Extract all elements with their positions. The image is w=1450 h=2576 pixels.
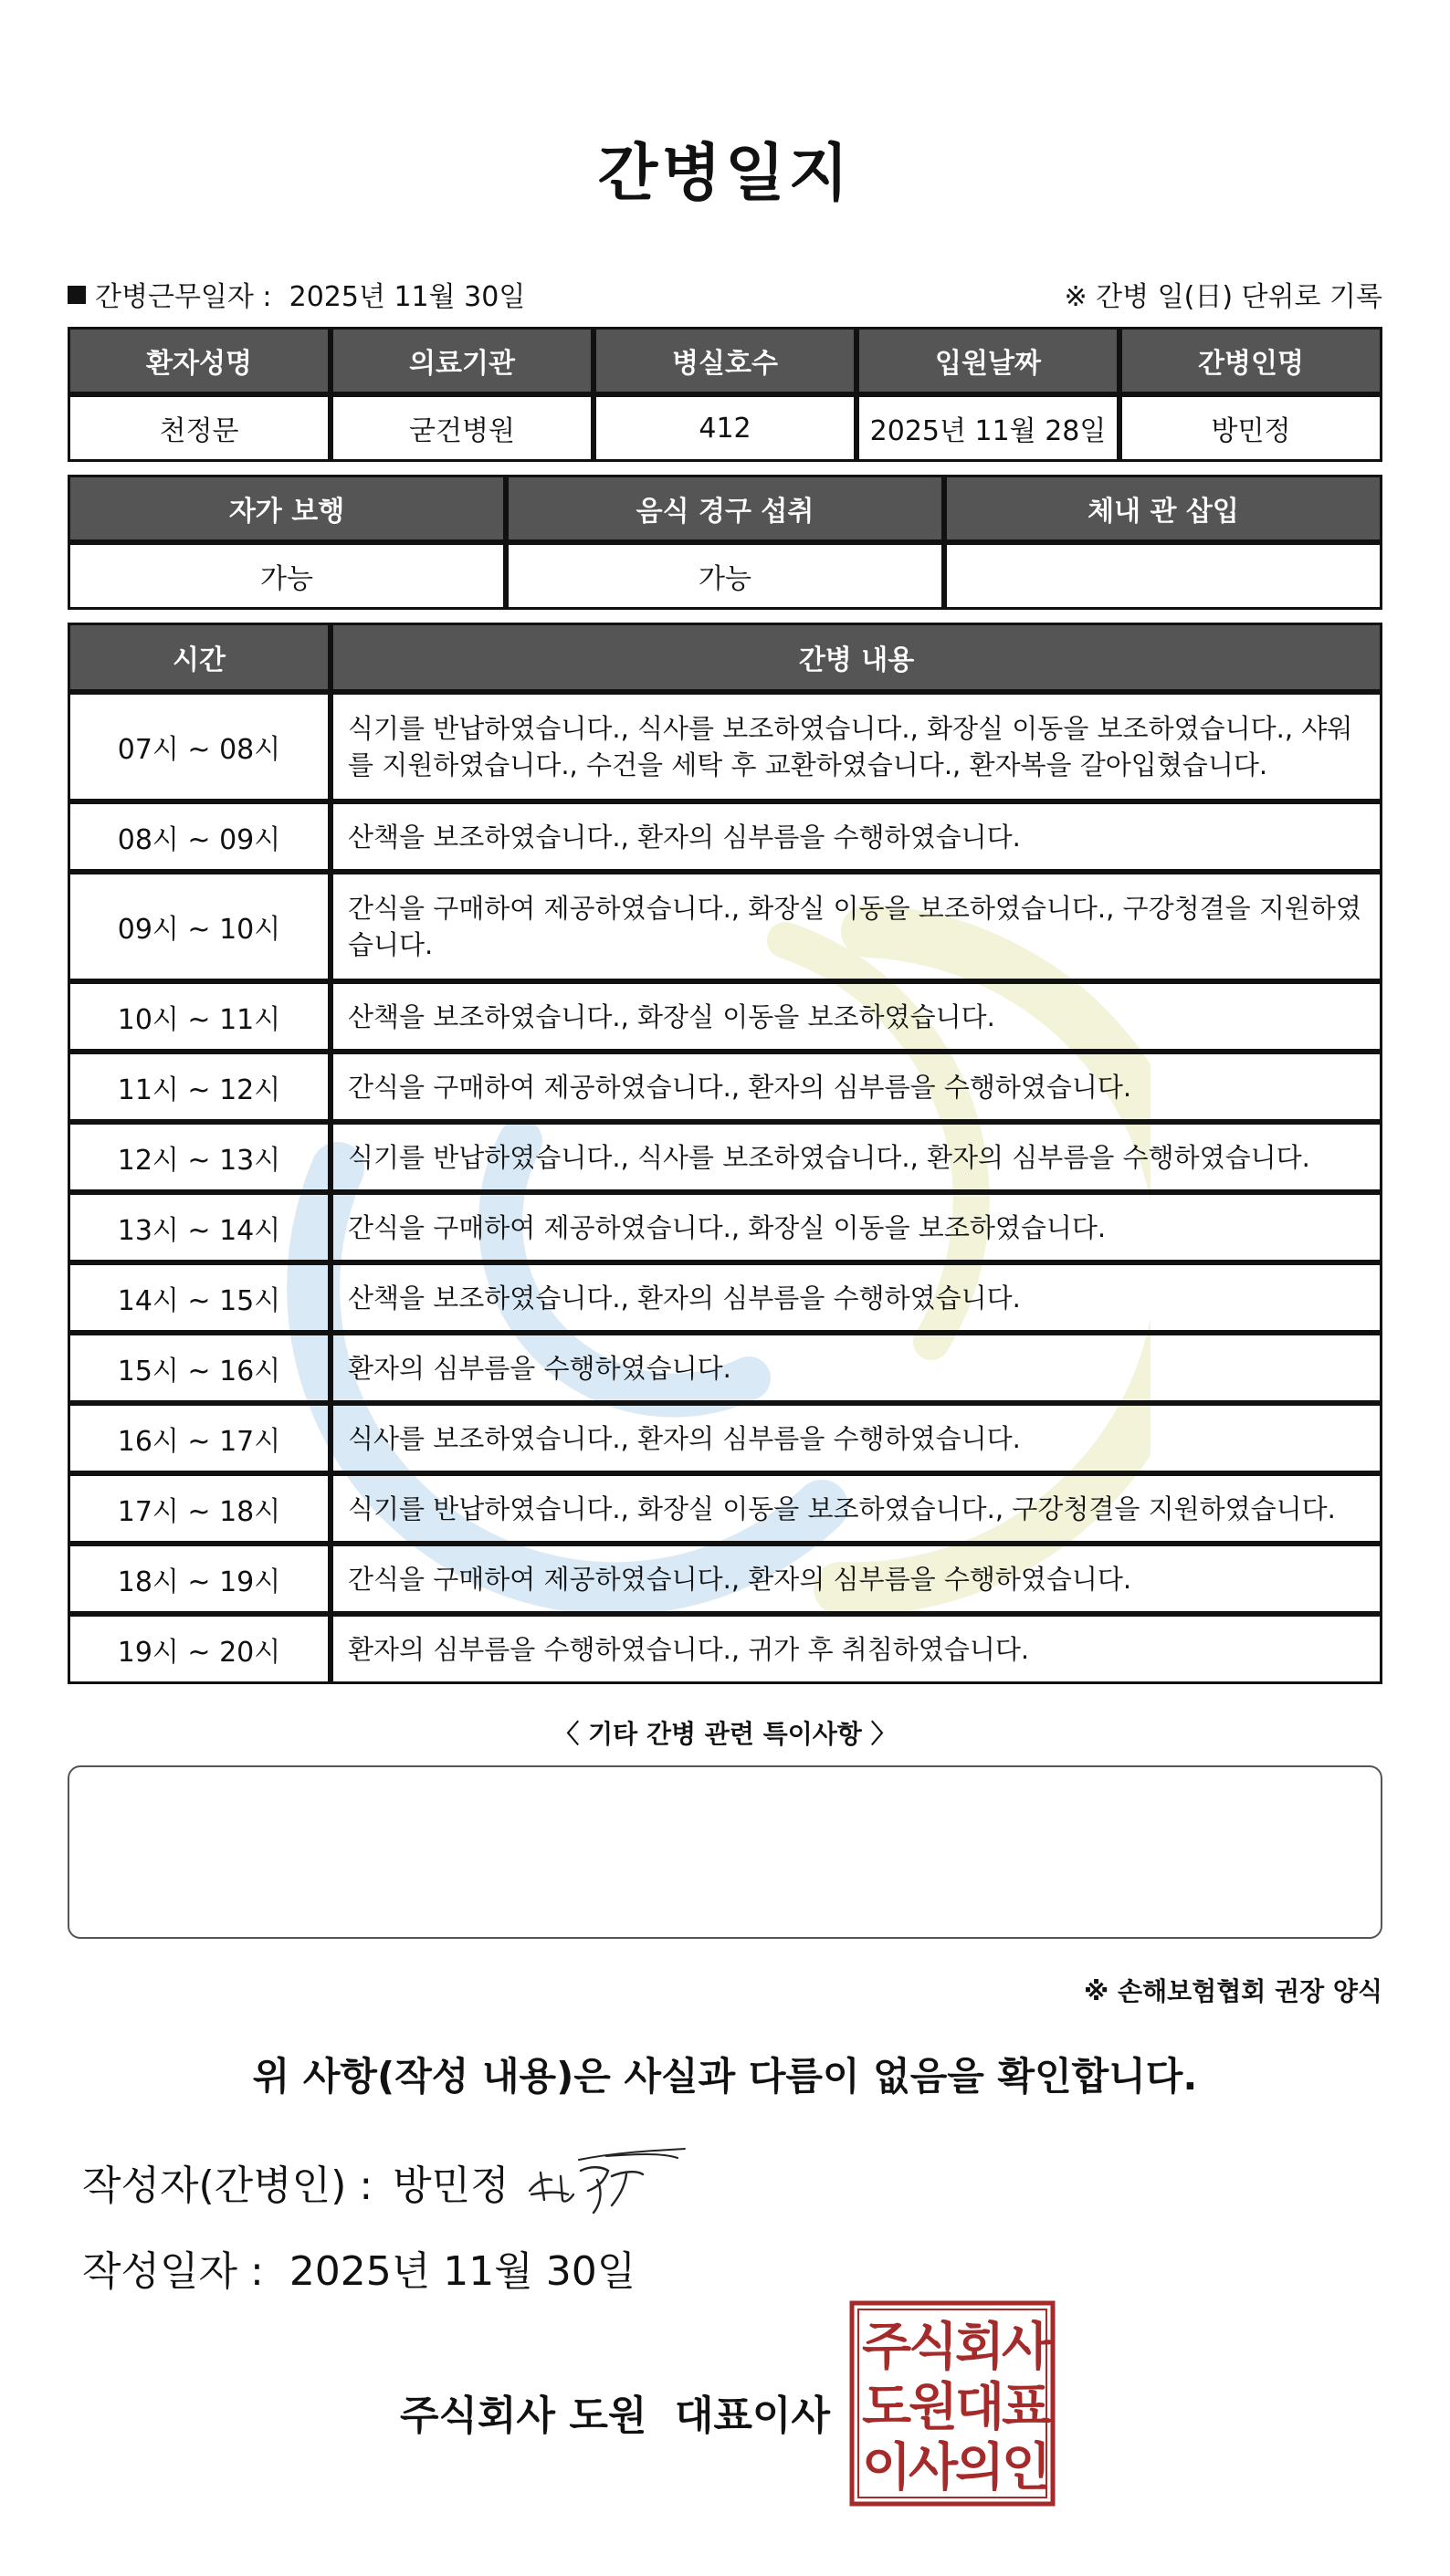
patient-name: 천정문 bbox=[68, 394, 331, 462]
content-cell: 식기를 반납하였습니다., 식사를 보조하였습니다., 화장실 이동을 보조하였습니다., 샤워를 지원하였습니다., 수건을 세탁 후 교환하였습니다., 환자복을 갈아입혔습니다. bbox=[331, 692, 1382, 801]
work-date-value: 2025년 11월 30일 bbox=[289, 281, 526, 313]
content-cell: 간식을 구매하여 제공하였습니다., 화장실 이동을 보조하였습니다. bbox=[331, 1192, 1382, 1262]
company-line bbox=[400, 2382, 830, 2441]
write-date-value: 2025년 11월 30일 bbox=[289, 2248, 636, 2295]
table-row bbox=[68, 1052, 1382, 1122]
time-cell: 14시 ~ 15시 bbox=[68, 1262, 331, 1333]
seal-char: 원 bbox=[908, 2378, 959, 2437]
oral-intake: 가능 bbox=[506, 542, 944, 610]
time-cell: 07시 ~ 08시 bbox=[68, 692, 331, 801]
table-row bbox=[68, 692, 1382, 801]
table-row bbox=[68, 1403, 1382, 1473]
writer-label: 작성자(간병인) : bbox=[82, 2162, 373, 2209]
time-cell: 16시 ~ 17시 bbox=[68, 1403, 331, 1473]
notes-box bbox=[68, 1765, 1382, 1939]
meta-row bbox=[68, 274, 1382, 314]
writer-line bbox=[82, 2152, 510, 2211]
table-row bbox=[68, 1473, 1382, 1544]
content-cell: 환자의 심부름을 수행하였습니다. bbox=[331, 1333, 1382, 1403]
table-row bbox=[68, 1614, 1382, 1684]
header-room-number: 병실호수 bbox=[594, 327, 856, 394]
confirmation-statement: 위 사항(작성 내용)은 사실과 다름이 없음을 확인합니다. bbox=[252, 2054, 1198, 2099]
unit-note: ※ 간병 일(日) 단위로 기록 bbox=[1064, 281, 1382, 313]
header-patient-name: 환자성명 bbox=[68, 327, 331, 394]
write-date-label: 작성일자 : bbox=[82, 2248, 264, 2295]
content-cell: 식기를 반납하였습니다., 화장실 이동을 보조하였습니다., 구강청결을 지원하였습니다. bbox=[331, 1473, 1382, 1544]
header-time: 시간 bbox=[68, 623, 331, 692]
content-cell: 환자의 심부름을 수행하였습니다., 귀가 후 취침하였습니다. bbox=[331, 1614, 1382, 1684]
content-cell: 간식을 구매하여 제공하였습니다., 환자의 심부름을 수행하였습니다. bbox=[331, 1544, 1382, 1614]
notes-title: 〈 기타 간병 관련 특이사항 〉 bbox=[553, 1719, 897, 1749]
header-institution: 의료기관 bbox=[331, 327, 594, 394]
seal-char: 주 bbox=[861, 2318, 912, 2377]
time-cell: 11시 ~ 12시 bbox=[68, 1052, 331, 1122]
header-tube-insertion: 체내 관 삽입 bbox=[944, 475, 1382, 542]
company-seal bbox=[849, 2300, 1056, 2507]
self-walking: 가능 bbox=[68, 542, 506, 610]
time-cell: 17시 ~ 18시 bbox=[68, 1473, 331, 1544]
seal-char: 인 bbox=[1001, 2438, 1052, 2497]
patient-info-table bbox=[68, 327, 1382, 462]
content-cell: 식사를 보조하였습니다., 환자의 심부름을 수행하였습니다. bbox=[331, 1403, 1382, 1473]
time-cell: 10시 ~ 11시 bbox=[68, 981, 331, 1052]
content-cell: 산책을 보조하였습니다., 화장실 이동을 보조하였습니다. bbox=[331, 981, 1382, 1052]
header-oral-intake: 음식 경구 섭취 bbox=[506, 475, 944, 542]
writer-name: 방민정 bbox=[393, 2162, 510, 2209]
company-name: 주식회사 도원 bbox=[400, 2393, 647, 2439]
time-cell: 13시 ~ 14시 bbox=[68, 1192, 331, 1262]
admission-date: 2025년 11월 28일 bbox=[856, 394, 1119, 462]
square-bullet-icon bbox=[68, 286, 86, 304]
content-cell: 간식을 구매하여 제공하였습니다., 화장실 이동을 보조하였습니다., 구강청결을 지원하였습니다. bbox=[331, 872, 1382, 981]
header-caregiver-name: 간병인명 bbox=[1119, 327, 1382, 394]
table-row bbox=[68, 1333, 1382, 1403]
work-date bbox=[68, 274, 525, 314]
content-cell: 산책을 보조하였습니다., 환자의 심부름을 수행하였습니다. bbox=[331, 1262, 1382, 1333]
time-cell: 09시 ~ 10시 bbox=[68, 872, 331, 981]
time-cell: 18시 ~ 19시 bbox=[68, 1544, 331, 1614]
header-care-content: 간병 내용 bbox=[331, 623, 1382, 692]
room-number: 412 bbox=[594, 394, 856, 462]
time-cell: 08시 ~ 09시 bbox=[68, 801, 331, 872]
care-content-table bbox=[68, 623, 1382, 1684]
institution: 굳건병원 bbox=[331, 394, 594, 462]
company-role: 대표이사 bbox=[674, 2393, 830, 2439]
time-cell: 19시 ~ 20시 bbox=[68, 1614, 331, 1684]
caregiver-name: 방민정 bbox=[1119, 394, 1382, 462]
write-date-line bbox=[82, 2238, 636, 2297]
tube-insertion bbox=[944, 542, 1382, 610]
header-admission-date: 입원날짜 bbox=[856, 327, 1119, 394]
table-row bbox=[68, 1122, 1382, 1192]
page-title: 간병일지 bbox=[597, 138, 853, 210]
seal-char: 도 bbox=[861, 2378, 912, 2437]
patient-status-table bbox=[68, 475, 1382, 610]
time-cell: 12시 ~ 13시 bbox=[68, 1122, 331, 1192]
table-row bbox=[68, 1544, 1382, 1614]
header-self-walking: 자가 보행 bbox=[68, 475, 506, 542]
seal-char: 의 bbox=[954, 2438, 1005, 2497]
table-row bbox=[68, 801, 1382, 872]
handwritten-signature bbox=[524, 2140, 688, 2218]
table-row bbox=[68, 1262, 1382, 1333]
time-cell: 15시 ~ 16시 bbox=[68, 1333, 331, 1403]
table-row bbox=[68, 1192, 1382, 1262]
seal-char: 식 bbox=[908, 2318, 959, 2377]
content-cell: 간식을 구매하여 제공하였습니다., 환자의 심부름을 수행하였습니다. bbox=[331, 1052, 1382, 1122]
table-row bbox=[68, 872, 1382, 981]
content-cell: 식기를 반납하였습니다., 식사를 보조하였습니다., 환자의 심부름을 수행하였습니다. bbox=[331, 1122, 1382, 1192]
recommend-note: ※ 손해보험협회 권장 양식 bbox=[1084, 1976, 1382, 2006]
table-row bbox=[68, 981, 1382, 1052]
seal-char: 회 bbox=[954, 2318, 1005, 2377]
seal-char: 표 bbox=[1001, 2378, 1052, 2437]
seal-char: 대 bbox=[954, 2378, 1005, 2437]
content-cell: 산책을 보조하였습니다., 환자의 심부름을 수행하였습니다. bbox=[331, 801, 1382, 872]
seal-char: 이 bbox=[861, 2438, 912, 2497]
seal-char: 사 bbox=[908, 2438, 959, 2497]
work-date-label: 간병근무일자 : bbox=[95, 281, 272, 313]
seal-char: 사 bbox=[1001, 2318, 1052, 2377]
